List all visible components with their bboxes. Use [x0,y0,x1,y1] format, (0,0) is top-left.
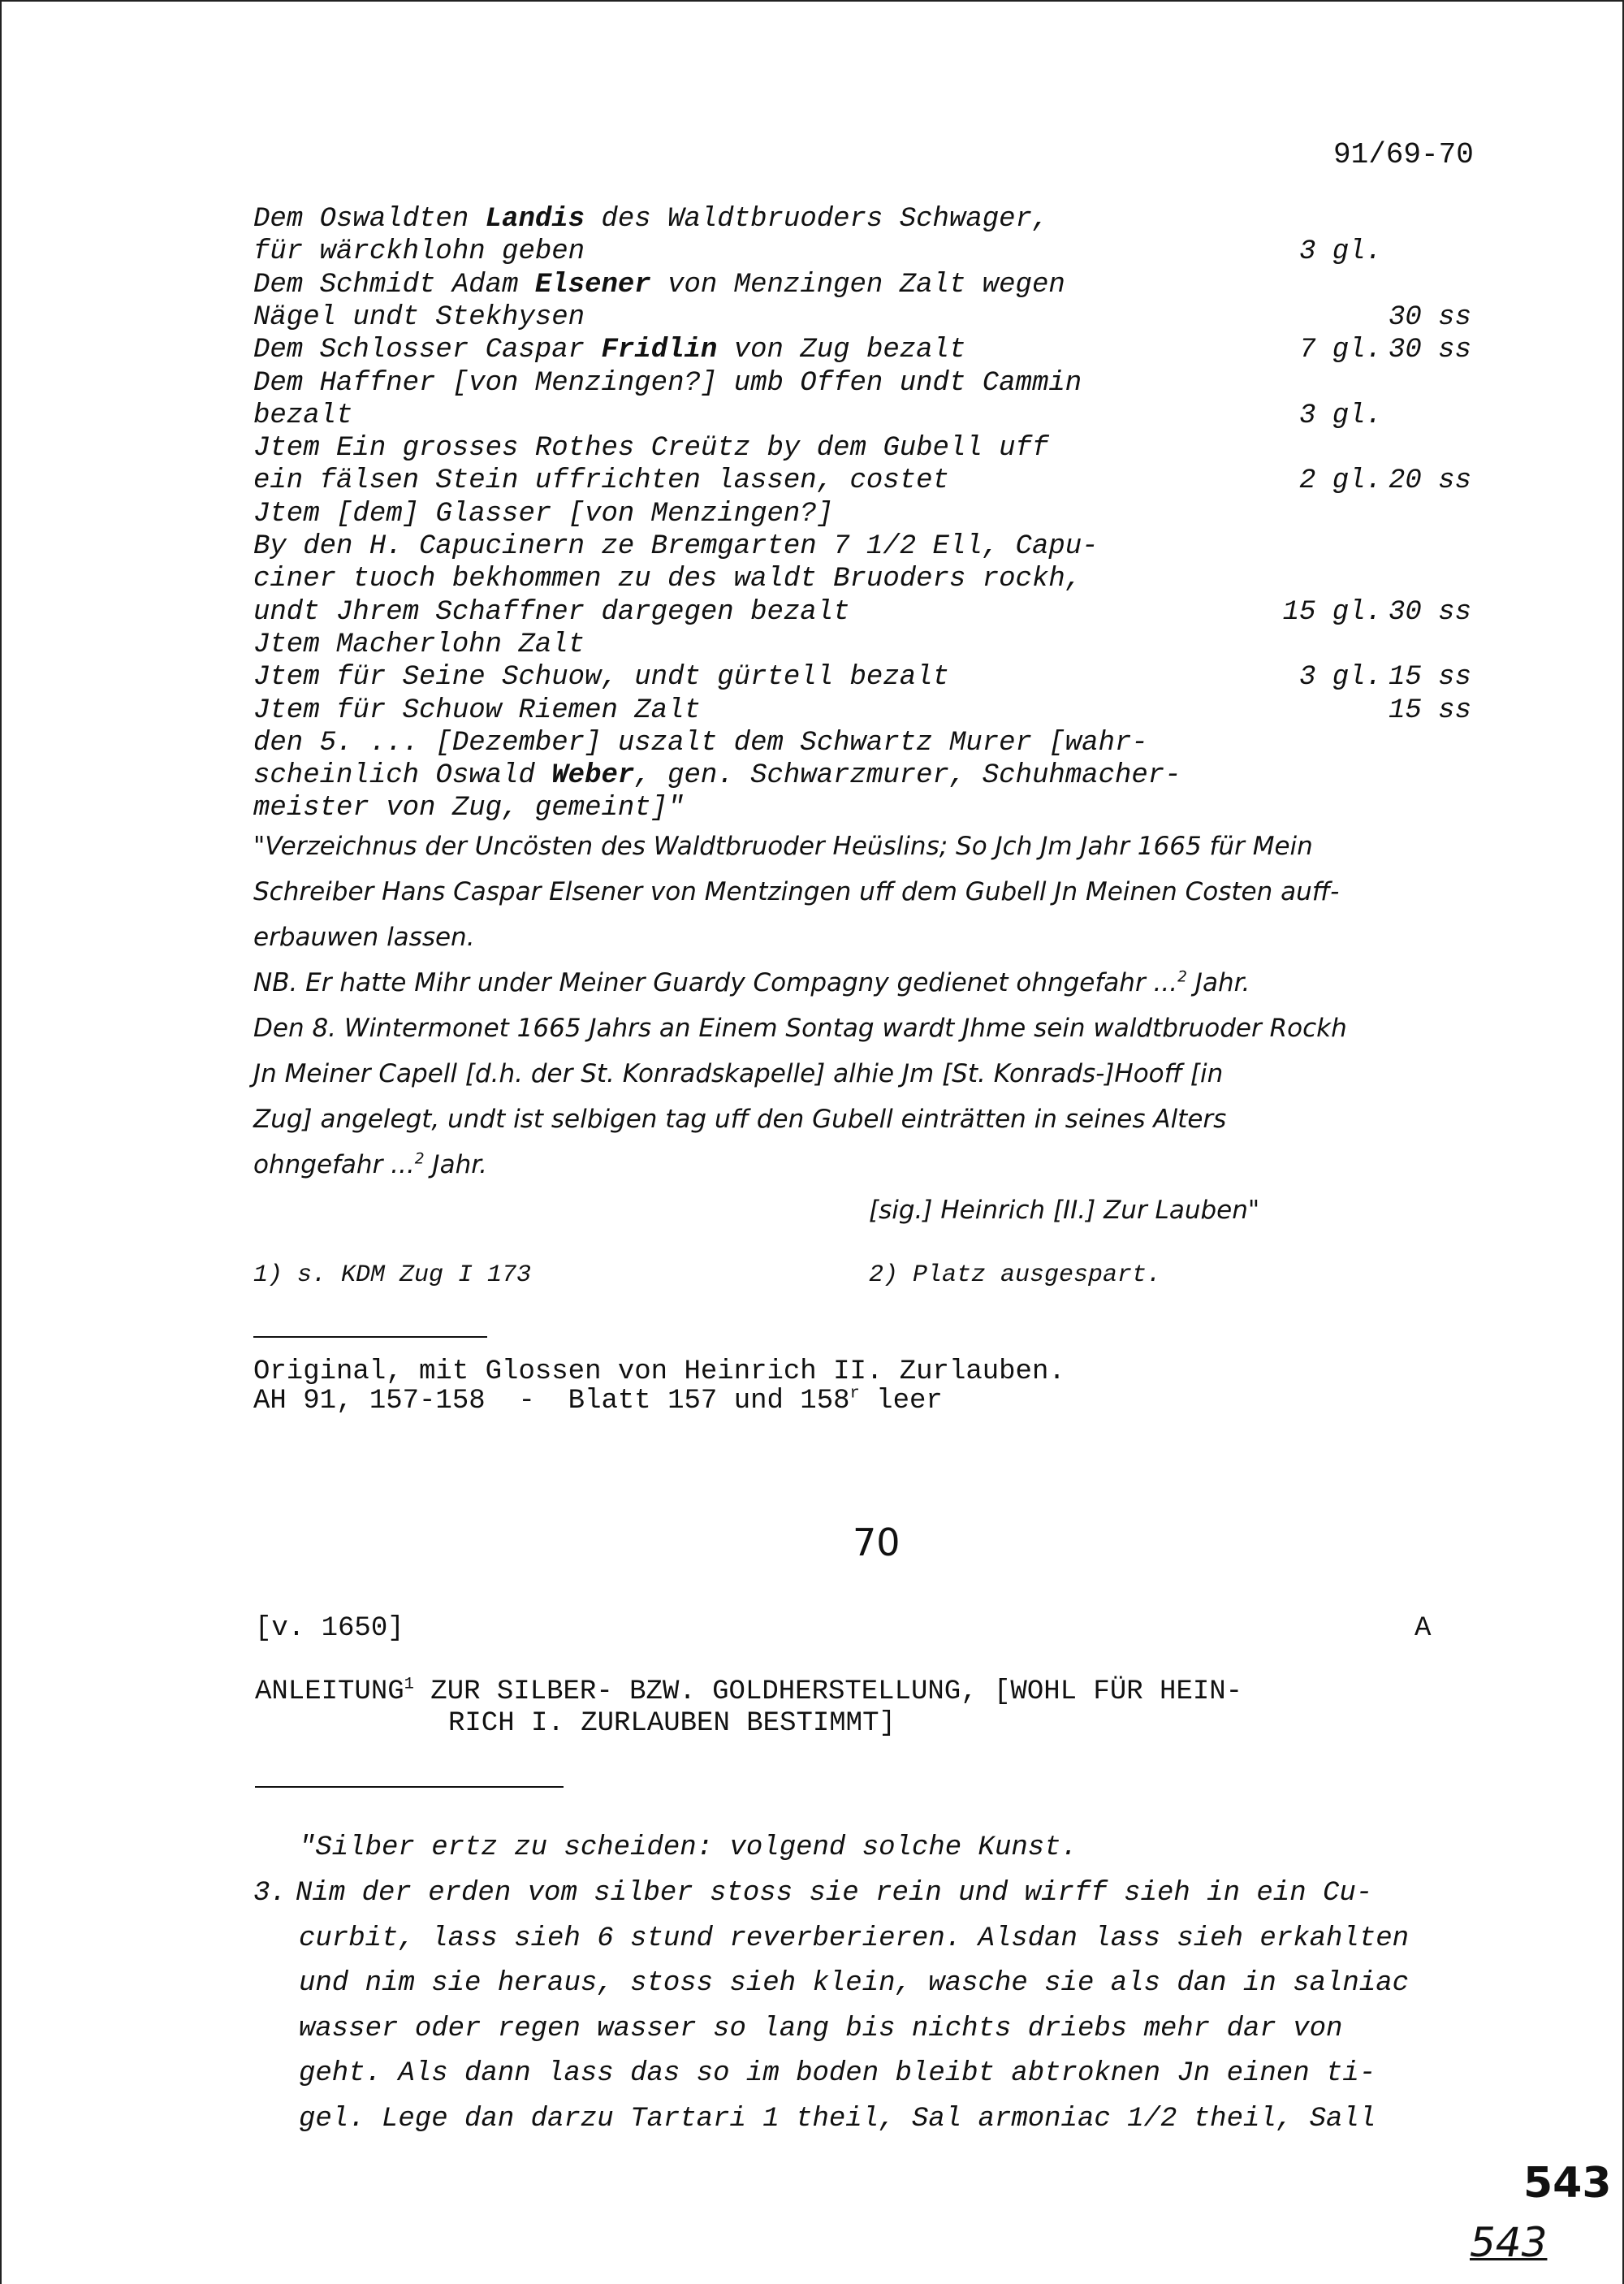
ledger-line [253,563,1471,595]
entry-title-line-1 [255,1676,1242,1707]
hand-line: "Verzeichnus der Uncösten des Waldtbruoder Heüslins; So Jch Jm Jahr 1665 für Mein [253,832,1313,861]
ledger-text: Dem Oswaldten Landis des Waldtbruoders Schwager, [253,204,1049,235]
amount-schilling: 30 ss [1388,335,1471,366]
title-divider [255,1786,564,1788]
ledger-line [253,203,1471,236]
amount-schilling: 15 ss [1388,694,1471,726]
page-number-handwritten [1470,2219,1547,2266]
ledger-text: Nägel undt Stekhysen [253,301,585,333]
ledger-text: undt Jhrem Schaffner dargegen bezalt [253,596,850,628]
recipe-line: curbit, lass sieh 6 stund reverberieren. Alsdan lass sieh erkahlten [299,1923,1410,1954]
hand-line: erbauwen lassen. [253,923,475,952]
hand-line: Zug] angelegt, undt ist selbigen tag uff den Gubell einträtten in seines Alters [253,1105,1227,1134]
entry-title-line-2: RICH I. ZURLAUBEN BESTIMMT] [448,1708,896,1739]
ledger-line [253,269,1471,301]
person-name: Fridlin [601,335,718,366]
hand-text: Jahr. [424,1150,487,1179]
ledger-line [253,367,1471,400]
ledger-text: meister von Zug, gemeint]" [253,793,685,824]
hand-text: NB. Er hatte Mihr under Meiner Guardy Compagny gedienet ohngefahr ... [253,968,1178,997]
ledger-text: ciner tuoch bekhommen zu des waldt Bruoders rockh, [253,564,1082,595]
ledger-line [253,236,1471,268]
footnote-marker: 2 [1177,968,1187,986]
ledger-line [253,432,1471,465]
ledger-line [253,400,1471,432]
ledger-line [253,759,1471,792]
ledger-text: Jtem Macherlohn Zalt [253,629,585,660]
title-text: ANLEITUNG [255,1676,404,1707]
ledger-text: bezalt [253,400,353,431]
amount-gulden: 3 gl. [1298,236,1382,268]
amount-schilling: 20 ss [1388,465,1471,497]
ledger-text: scheinlich Oswald Weber, gen. Schwarzmurer, Schuhmacher- [253,760,1181,792]
person-name: Landis [485,204,585,235]
title-text: ZUR SILBER- BZW. GOLDHERSTELLUNG, [WOHL FÜR HEIN- [413,1676,1243,1707]
footnote-1: 1) s. KDM Zug I 173 [253,1261,532,1289]
footnote-2: 2) Platz ausgespart. [869,1261,1162,1289]
person-name: Weber [551,760,635,792]
ledger-line [253,530,1471,563]
footnote-divider [253,1336,487,1338]
ledger-text: Dem Haffner [von Menzingen?] umb Offen undt Cammin [253,367,1082,399]
amount-gulden: 2 gl. [1298,465,1382,497]
ledger-line [253,661,1471,694]
ledger-line [253,727,1471,759]
ledger-text: Jtem für Schuow Riemen Zalt [253,694,701,726]
entry-number: 70 [853,1521,901,1564]
ledger-text: Dem Schmidt Adam Elsener von Menzingen Zalt wegen [253,269,1065,301]
recipe-line: Nim der erden vom silber stoss sie rein und wirff sieh in ein Cu- [296,1878,1373,1909]
ledger-line [253,694,1471,727]
ledger-text: ein fälsen Stein uffrichten lassen, costet [253,465,949,497]
amount-schilling: 30 ss [1388,301,1471,333]
ledger-line [253,334,1471,366]
entry-letter: A [1415,1613,1432,1644]
ledger-text: für wärckhlohn geben [253,236,585,268]
ledger-text: Dem Schlosser Caspar Fridlin von Zug bezalt [253,335,966,366]
amount-gulden: 3 gl. [1298,662,1382,694]
source-text: AH 91, 157-158 - Blatt 157 und 158 [253,1386,850,1417]
hand-text: Jahr. [1186,968,1250,997]
recipe-intro: "Silber ertz zu scheiden: volgend solche Kunst. [299,1832,1078,1863]
recipe-line: und nim sie heraus, stoss sieh klein, wasche sie als dan in salniac [299,1968,1410,1999]
recipe-line: wasser oder regen wasser so lang bis nichts driebs mehr dar von [299,2013,1343,2044]
ledger-line [253,629,1471,661]
entry-date: [v. 1650] [255,1613,404,1644]
ledger-text: Jtem Ein grosses Rothes Creütz by dem Gubell uff [253,433,1049,465]
recipe-marker: 3. [253,1878,287,1909]
amount-schilling: 30 ss [1388,596,1471,628]
ledger-line [253,498,1471,530]
page-number-stamp: 543 [1523,2159,1612,2208]
hand-line [253,968,1250,997]
page-number-handwritten-text: 543 [1470,2219,1548,2266]
ledger-line [253,596,1471,629]
ledger-line [253,465,1471,497]
amount-schilling: 15 ss [1388,662,1471,694]
source-line-1: Original, mit Glossen von Heinrich II. Zurlauben. [253,1356,1065,1387]
signature: [sig.] Heinrich [II.] Zur Lauben" [869,1196,1260,1225]
ledger-line [253,792,1471,824]
hand-line: Den 8. Wintermonet 1665 Jahrs an Einem Sontag wardt Jhme sein waldtbruoder Rockh [253,1014,1347,1043]
footnote-marker: 2 [414,1150,425,1168]
recipe-line: geht. Als dann lass das so im boden bleibt abtroknen Jn einen ti- [299,2058,1376,2089]
hand-line [253,1150,487,1179]
hand-line: Jn Meiner Capell [d.h. der St. Konradskapelle] alhie Jm [St. Konrads-]Hooff [in [253,1059,1224,1088]
source-superscript: r [849,1384,860,1404]
source-text: leer [859,1386,943,1417]
ledger-line [253,301,1471,334]
footnote-marker: 1 [404,1675,414,1694]
person-name: Elsener [534,269,651,301]
ledger-text: den 5. ... [Dezember] uszalt dem Schwartz Murer [wahr- [253,727,1148,759]
amount-gulden: 15 gl. [1282,596,1382,628]
amount-gulden: 3 gl. [1298,400,1382,431]
source-line-2 [253,1386,943,1417]
archive-reference: 91/69-70 [1333,138,1474,171]
recipe-line: gel. Lege dan darzu Tartari 1 theil, Sal armoniac 1/2 theil, Sall [299,2103,1376,2135]
hand-line: Schreiber Hans Caspar Elsener von Mentzingen uff dem Gubell Jn Meinen Costen auff- [253,877,1340,906]
ledger-text: Jtem [dem] Glasser [von Menzingen?] [253,498,834,530]
hand-text: ohngefahr ... [253,1150,415,1179]
amount-gulden: 7 gl. [1298,335,1382,366]
ledger-text: By den H. Capucinern ze Bremgarten 7 1/2 Ell, Capu- [253,531,1099,562]
ledger-text: Jtem für Seine Schuow, undt gürtell bezalt [253,662,949,694]
